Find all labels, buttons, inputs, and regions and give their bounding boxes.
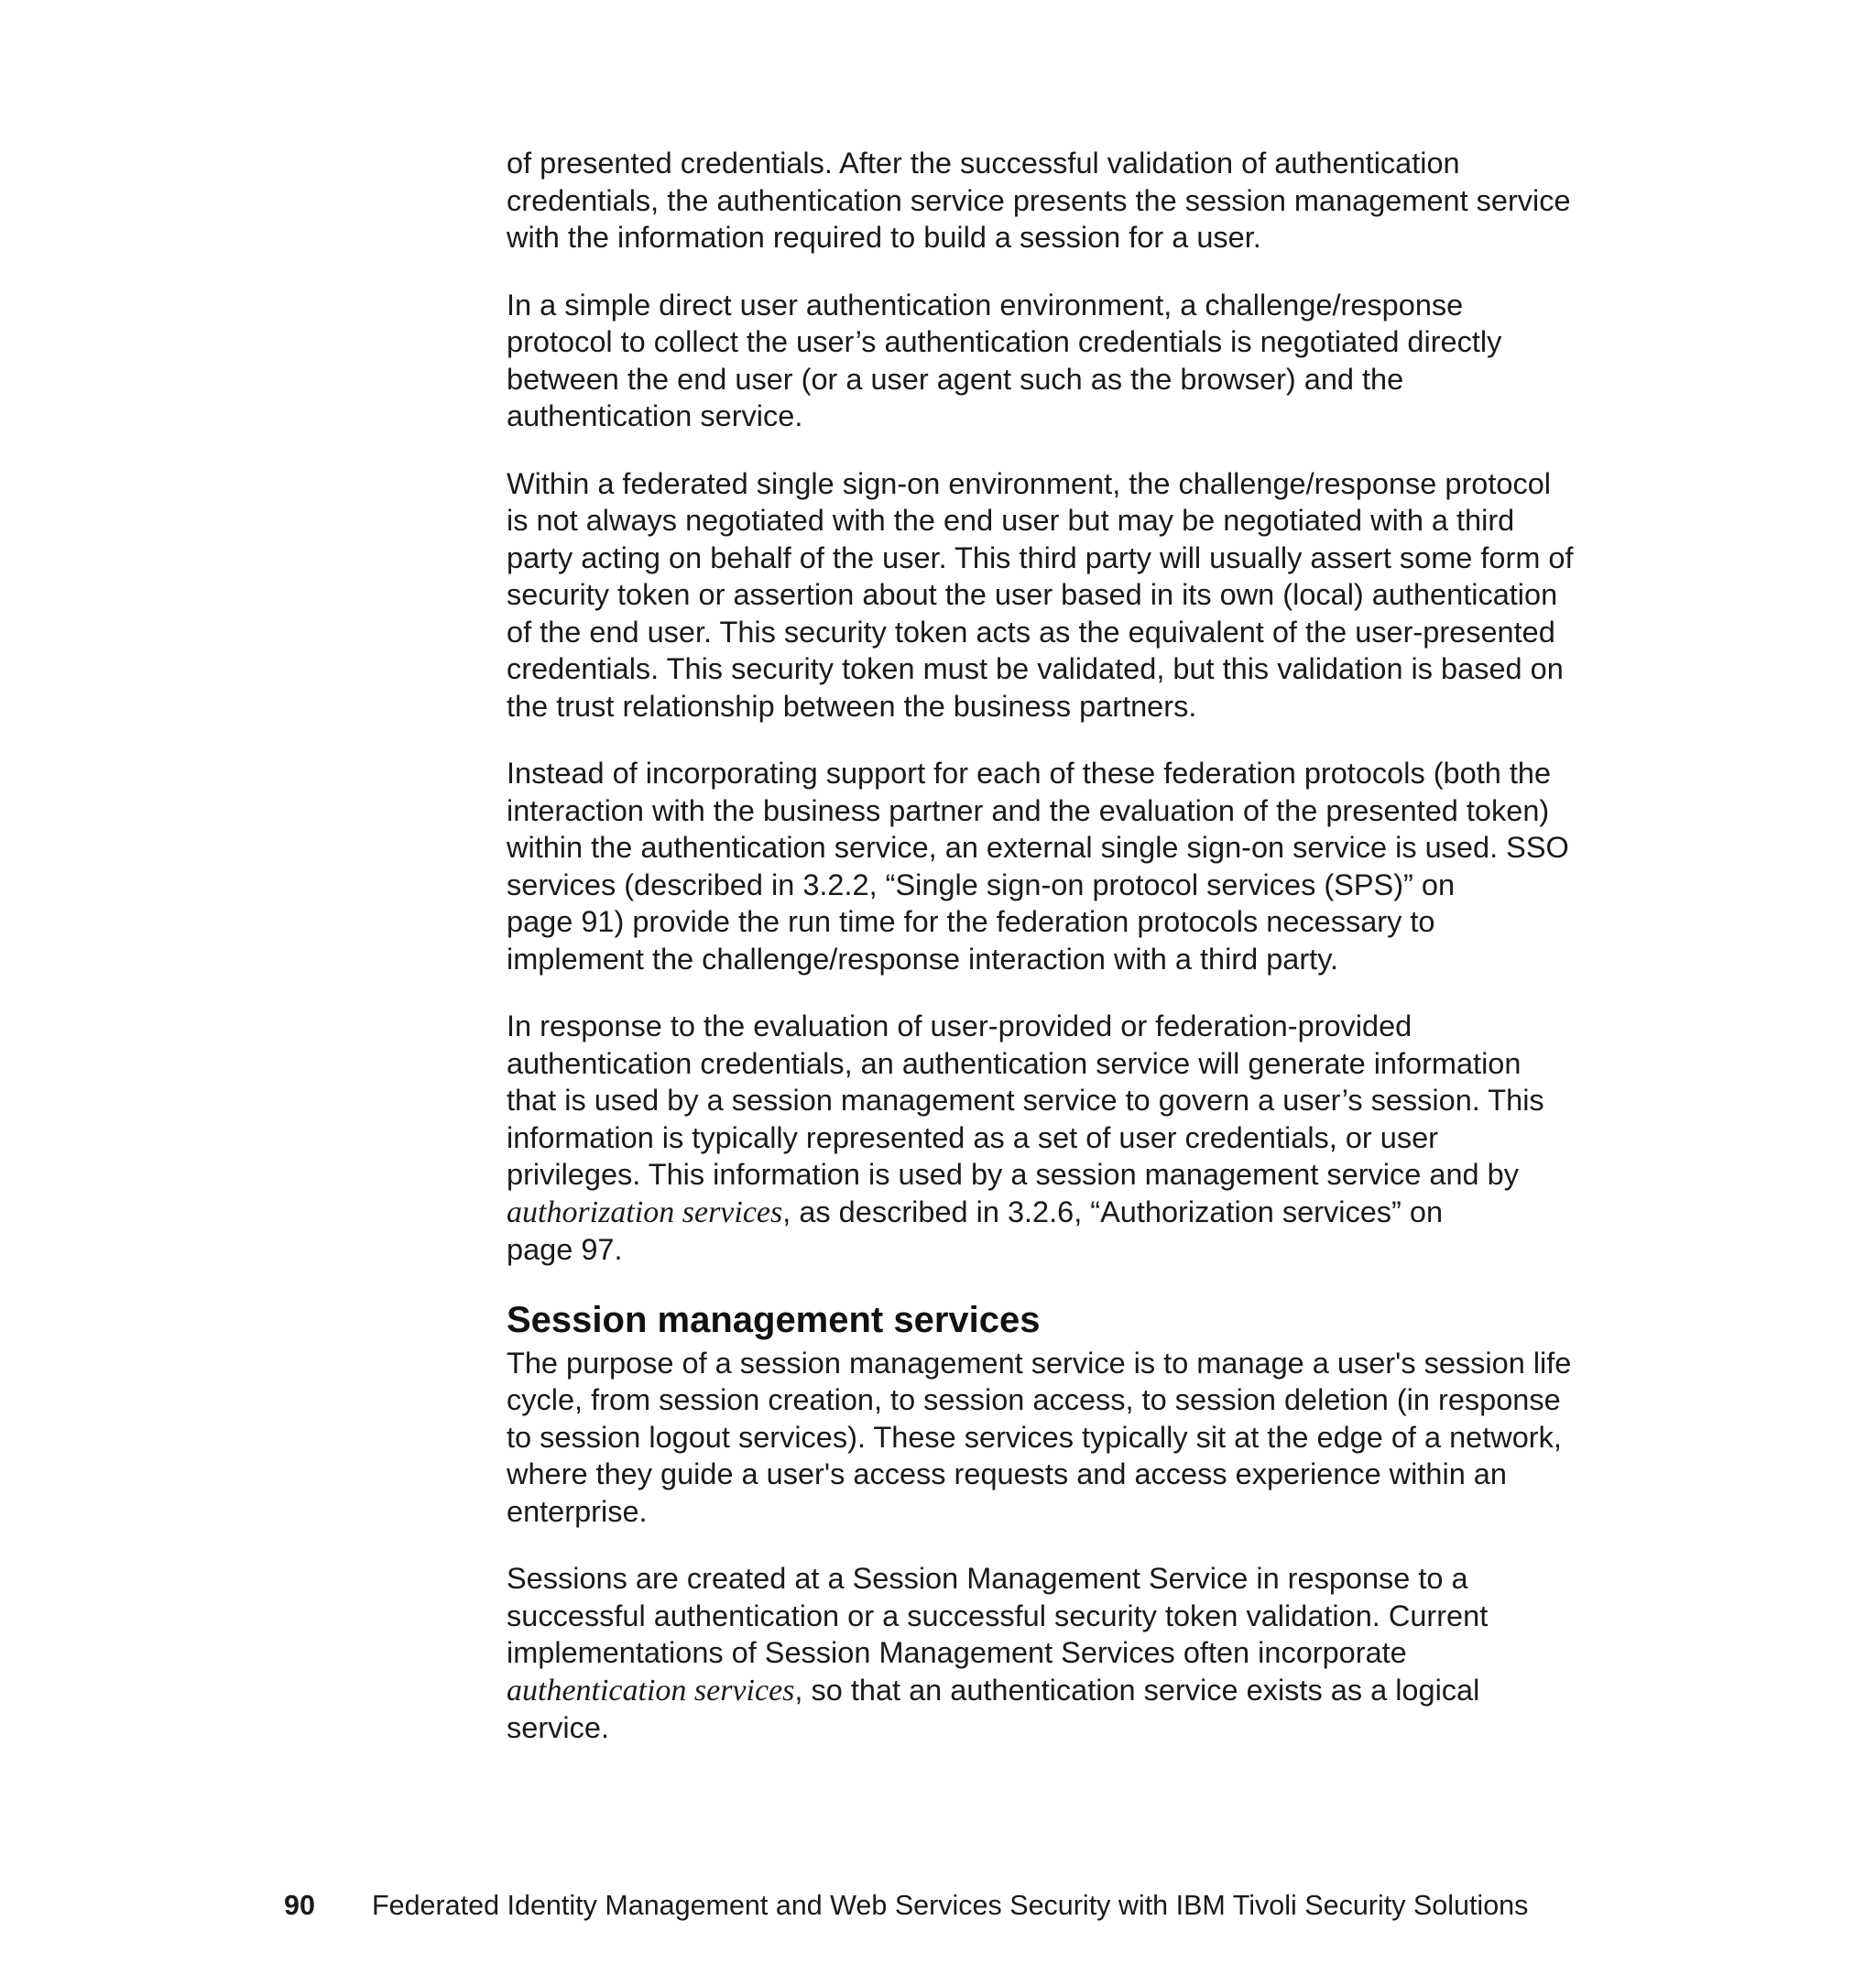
text-line: The purpose of a session management service is to manage a user's session life <box>507 1346 1572 1380</box>
text-line: that is used by a session management service to govern a user’s session. This <box>507 1084 1544 1117</box>
text-line: Sessions are created at a Session Management Service in response to a <box>507 1562 1468 1595</box>
paragraph-1 <box>507 145 1615 256</box>
text-line: where they guide a user's access requests and access experience within an <box>507 1457 1507 1490</box>
text-fragment: , so that an authentication service exists as a logical <box>794 1673 1480 1707</box>
section-heading: Session management services <box>507 1299 1041 1340</box>
text-line: privileges. This information is used by a session management service and by <box>507 1158 1519 1191</box>
text-line: of the end user. This security token acts as the equivalent of the user-presented <box>507 615 1555 649</box>
text-line: In a simple direct user authentication environment, a challenge/response <box>507 288 1464 322</box>
paragraph-4 <box>507 755 1615 977</box>
text-line: cycle, from session creation, to session access, to session deletion (in response <box>507 1383 1561 1416</box>
text-line <box>507 1672 1615 1710</box>
text-line: Within a federated single sign-on environment, the challenge/response protocol <box>507 466 1551 500</box>
text-line: Instead of incorporating support for each of these federation protocols (both the <box>507 757 1552 790</box>
text-fragment: , as described in 3.2.6, “Authorization services” on <box>782 1195 1444 1228</box>
text-line: with the information required to build a session for a user. <box>507 221 1261 254</box>
text-line: is not always negotiated with the end user but may be negotiated with a third <box>507 504 1515 537</box>
text-line: credentials, the authentication service presents the session management service <box>507 183 1571 217</box>
text-line: successful authentication or a successful security token validation. Current <box>507 1599 1489 1632</box>
text-line: party acting on behalf of the user. This third party will usually assert some form of <box>507 540 1574 574</box>
text-line: between the end user (or a user agent such as the browser) and the <box>507 362 1404 396</box>
text-line: In response to the evaluation of user-provided or federation-provided <box>507 1009 1412 1042</box>
text-line: interaction with the business partner and the evaluation of the presented token) <box>507 793 1550 827</box>
text-line: services (described in 3.2.2, “Single sign-on protocol services (SPS)” on <box>507 868 1456 901</box>
paragraph-2 <box>507 287 1615 435</box>
text-line <box>507 1194 1615 1232</box>
body-text <box>507 145 1615 1777</box>
book-title: Federated Identity Management and Web Services Security with IBM Tivoli Security Solutions <box>372 1890 1529 1921</box>
text-line: to session logout services). These services typically sit at the edge of a network, <box>507 1420 1562 1454</box>
italic-term: authentication services <box>507 1673 795 1708</box>
text-line: security token or assertion about the user based in its own (local) authentication <box>507 578 1558 611</box>
text-line: authentication service. <box>507 399 803 432</box>
text-line: implementations of Session Management Services often incorporate <box>507 1636 1407 1669</box>
text-line: page 97. <box>507 1233 623 1266</box>
paragraph-7 <box>507 1560 1615 1747</box>
text-line: credentials. This security token must be validated, but this validation is based on <box>507 652 1564 685</box>
text-line: service. <box>507 1711 609 1744</box>
text-line: within the authentication service, an external single sign-on service is used. SSO <box>507 831 1569 864</box>
paragraph-5 <box>507 1008 1615 1269</box>
text-line: implement the challenge/response interaction with a third party. <box>507 942 1339 976</box>
page-number: 90 <box>284 1890 315 1921</box>
text-line: enterprise. <box>507 1494 648 1528</box>
paragraph-6 <box>507 1345 1615 1531</box>
page-footer <box>284 1889 1528 1922</box>
text-line: authentication credentials, an authentication service will generate information <box>507 1046 1522 1080</box>
text-line: protocol to collect the user’s authentication credentials is negotiated directly <box>507 325 1502 358</box>
text-line: page 91) provide the run time for the federation protocols necessary to <box>507 905 1435 938</box>
paragraph-3 <box>507 465 1615 726</box>
text-line: information is typically represented as a set of user credentials, or user <box>507 1120 1439 1154</box>
italic-term: authorization services <box>507 1195 783 1229</box>
text-line: of presented credentials. After the successful validation of authentication <box>507 147 1460 180</box>
text-line: the trust relationship between the business partners. <box>507 689 1197 723</box>
